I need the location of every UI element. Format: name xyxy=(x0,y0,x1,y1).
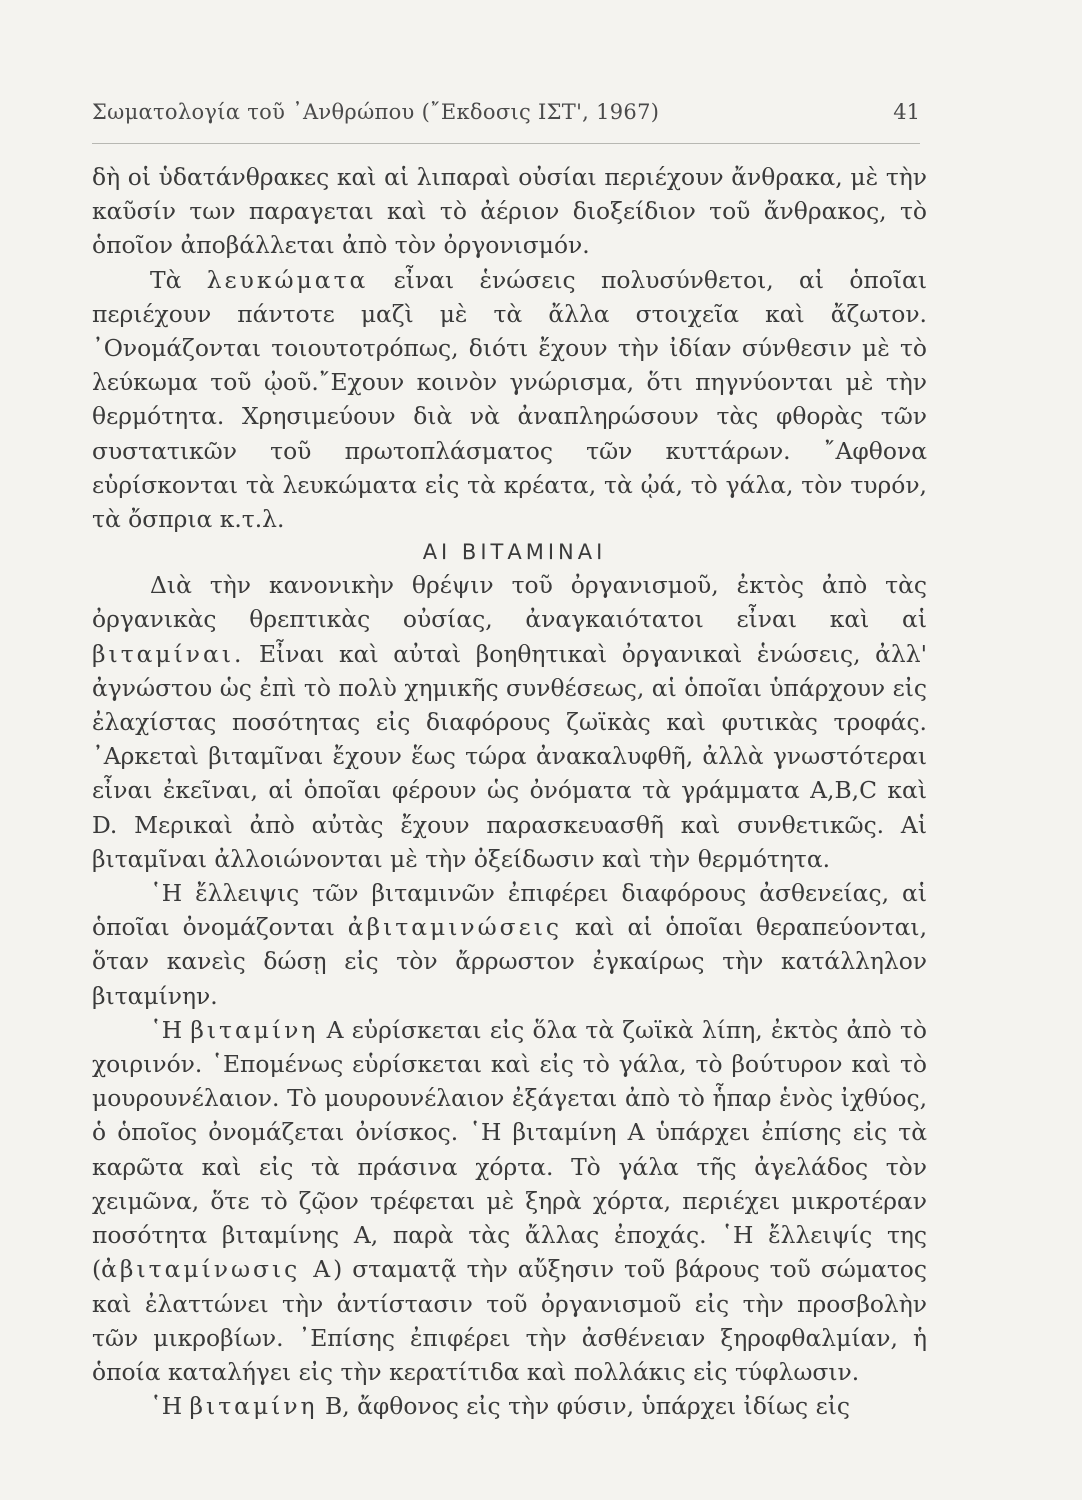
paragraph-carbohydrates xyxy=(92,160,927,263)
paragraph-text: Εἶναι καὶ αὐταὶ βοηθητικαὶ ὀργανικαὶ ἑνώσεις, ἀλλ' ἀγνώστου ὡς ἐπὶ τὸ πολὺ χημικῆς συνθέσεως, αἱ ὁποῖαι ὑπάρχουν εἰς ἐλαχίστας ποσότητας εἰς διαφόρους ζωϊκὰς καὶ φυτικὰς τροφάς. ᾿Αρκεταὶ βιταμῖναι ἔχουν ἕως τώρα ἀνακαλυφθῆ, ἀλλὰ γνωστότεραι εἶναι ἐκεῖναι, αἱ ὁποῖαι φέρουν ὡς ὀνόματα τὰ γράμματα A,B,C καὶ D. Μερικαὶ ἀπὸ αὐτὰς ἔχουν παρασκευασθῆ καὶ συνθετικῶς. Αἱ βιταμῖναι ἀλλοιώνονται μὲ τὴν ὀξείδωσιν καὶ τὴν θερμότητα. xyxy=(92,639,928,873)
header-divider xyxy=(92,143,920,144)
paragraph-text: Διὰ τὴν κανονικὴν θρέψιν τοῦ ὀργανισμοῦ, ἐκτὸς ἀπὸ τὰς ὀργανικὰς θρεπτικὰς οὐσίας, ἀναγκαιότατοι εἶναι καὶ αἱ xyxy=(92,571,927,634)
paragraph-text: καὶ αἱ ὁποῖαι θεραπεύονται, ὅταν κανεὶς δώσῃ εἰς τὸν ἄρρωστον ἐγκαίρως τὴν κατάλληλον βιταμίνην. xyxy=(92,913,928,1010)
paragraph-proteins xyxy=(92,263,927,537)
body-text xyxy=(92,160,927,1423)
emphasized-term: βιταμίνη xyxy=(189,1392,318,1421)
emphasized-term: βιταμίναι. xyxy=(92,639,245,668)
page-number: 41 xyxy=(893,100,920,124)
paragraph-vitamin-b xyxy=(92,1389,927,1423)
paragraph-lead: Τὰ xyxy=(150,265,182,294)
emphasized-term: βιταμίνη xyxy=(190,1015,319,1044)
emphasized-term: λευκώματα xyxy=(206,265,369,294)
emphasized-term: ἀβιταμινώσεις xyxy=(347,913,563,942)
paragraph-lead: ῾Η xyxy=(150,1015,183,1044)
running-header xyxy=(92,96,920,136)
emphasized-term: ἀβιταμίνωσις A xyxy=(101,1255,334,1284)
paragraph-vitamin-a xyxy=(92,1013,927,1389)
paragraph-text: A εὑρίσκεται εἰς ὅλα τὰ ζωϊκὰ λίπη, ἐκτὸς ἀπὸ τὸ χοιρινόν. ῾Επομένως εὑρίσκεται καὶ εἰς τὸ γάλα, τὸ βούτυρον καὶ τὸ μουρουνέλαιον. Τὸ μουρουνέλαιον ἐξάγεται ἀπὸ τὸ ἧπαρ ἑνὸς ἰχθύος, ὁ ὁποῖος ὀνομάζεται ὀνίσκος. ῾Η βιταμίνη A ὑπάρχει ἐπίσης εἰς τὰ καρῶτα καὶ εἰς τὰ πράσινα χόρτα. Τὸ γάλα τῆς ἀγελάδος τὸν χειμῶνα, ὅτε τὸ ζῷον τρέφεται μὲ ξηρὰ χόρτα, περιέχει μικροτέραν ποσότητα βιταμίνης A, παρὰ τὰς ἄλλας ἐποχάς. ῾Η ἔλλειψίς της xyxy=(92,1015,927,1250)
running-header-title: Σωματολογία τοῦ ᾿Ανθρώπου (῎Εκδοσις ΙΣΤ', 1967) xyxy=(92,100,660,124)
paragraph-text: εἶναι ἑνώσεις πολυσύνθετοι, αἱ ὁποῖαι περιέχουν πάντοτε μαζὶ μὲ τὰ ἄλλα στοιχεῖα καὶ ἄζωτον. ᾿Ονομάζονται τοιουτοτρόπως, διότι ἔχουν τὴν ἰδίαν σύνθεσιν μὲ τὸ λεύκωμα τοῦ ᾠοῦ.῎Εχουν κοινὸν γνώρισμα, ὅτι πηγνύονται μὲ τὴν θερμότητα. Χρησιμεύουν διὰ νὰ ἀναπληρώσουν τὰς φθορὰς τῶν συστατικῶν τοῦ πρωτοπλάσματος τῶν κυττάρων. ῎Αφθονα εὑρίσκονται τὰ λευκώματα εἰς τὰ κρέατα, τὰ ᾠά, τὸ γάλα, τὸν τυρόν, τὰ ὄσπρια κ.τ.λ. xyxy=(92,265,928,534)
paragraph-avitaminoses xyxy=(92,876,927,1013)
paragraph-lead: ῾Η xyxy=(150,1392,183,1421)
paragraph-text: σταματᾷ τὴν αὔξησιν τοῦ βάρους τοῦ σώματος καὶ ἐλαττώνει τὴν ἀντίστασιν τοῦ ὀργανισμοῦ εἰς τὴν προσβολὴν τῶν μικροβίων. ᾿Επίσης ἐπιφέρει τὴν ἀσθένειαν ξηροφθαλμίαν, ἡ ὁποία καταλήγει εἰς τὴν κερατίτιδα καὶ πολλάκις εἰς τύφλωσιν. xyxy=(92,1255,927,1386)
paragraph-text: δὴ οἱ ὑδατάνθρακες καὶ αἱ λιπαραὶ οὐσίαι περιέχουν ἄνθρακα, μὲ τὴν καῦσίν των παραγεται καὶ τὸ ἀέριον διοξείδιον τοῦ ἄνθρακος, τὸ ὁποῖον ἀποβάλλεται ἀπὸ τὸν ὀργονισμόν. xyxy=(92,163,927,260)
paragraph-text: B, ἄφθονος εἰς τὴν φύσιν, ὑπάρχει ἰδίως εἰς xyxy=(325,1392,850,1421)
paren-close: ) xyxy=(333,1255,343,1284)
paragraph-vitamins-intro xyxy=(92,568,927,876)
paren-open: ( xyxy=(92,1255,102,1284)
paragraph-text: ῾Η ἔλλειψις τῶν βιταμινῶν ἐπιφέρει διαφόρους ἀσθενείας, αἱ ὁποῖαι ὀνομάζονται xyxy=(92,879,927,942)
section-heading: ΑΙ ΒΙΤΑΜΙΝΑΙ xyxy=(422,540,607,565)
